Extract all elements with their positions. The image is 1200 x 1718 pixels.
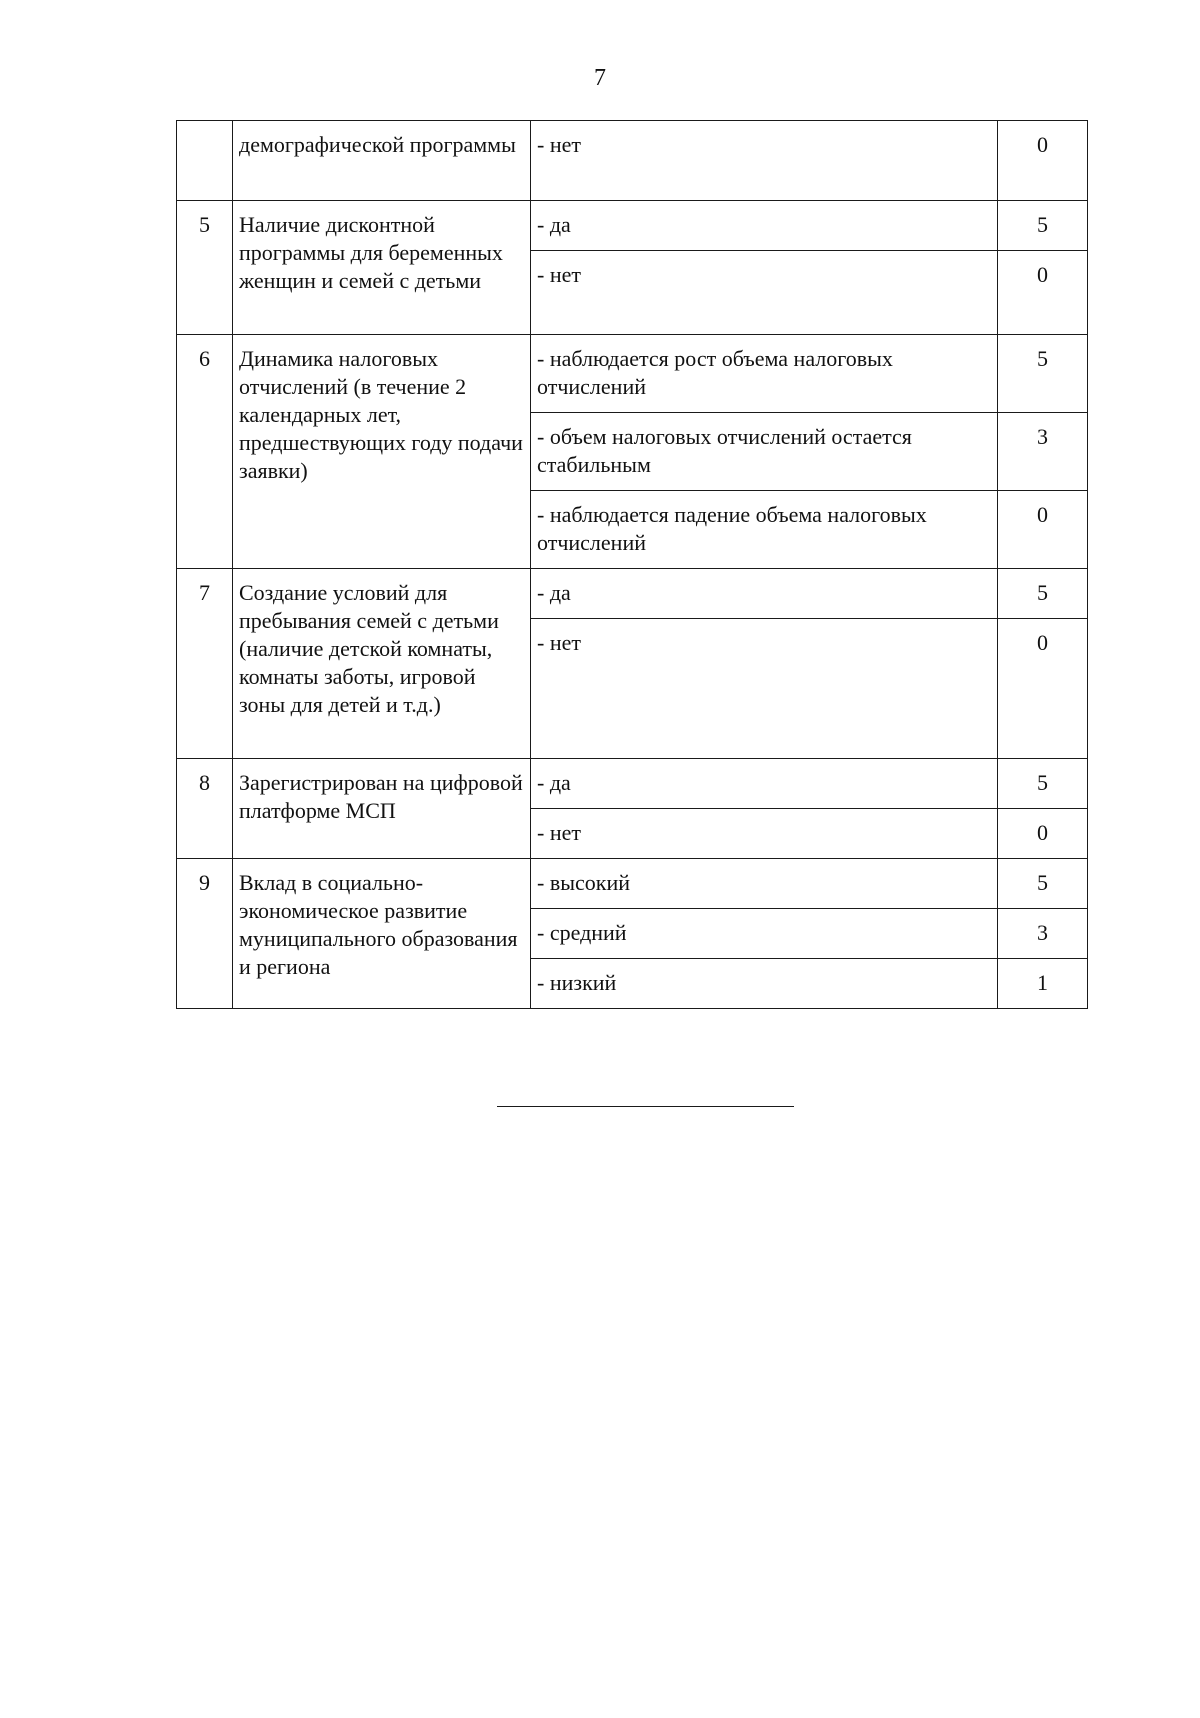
- table-row: [177, 569, 1088, 619]
- criterion-name: демографической программы: [233, 121, 531, 201]
- option-score: 5: [998, 859, 1088, 909]
- row-number: 7: [177, 569, 233, 759]
- criterion-name: Динамика налоговых отчислений (в течение 2 календарных лет, предшествующих году подачи заявки): [233, 335, 531, 569]
- option-score: 0: [998, 251, 1088, 335]
- criterion-name: Вклад в социально-экономическое развитие муниципального образования и региона: [233, 859, 531, 1009]
- option-text: - да: [531, 569, 998, 619]
- option-score: 5: [998, 569, 1088, 619]
- option-text: - высокий: [531, 859, 998, 909]
- table-row: [177, 201, 1088, 251]
- option-text: - средний: [531, 909, 998, 959]
- table-row: [177, 759, 1088, 809]
- option-text: - нет: [531, 619, 998, 759]
- option-score: 0: [998, 491, 1088, 569]
- option-text: - да: [531, 201, 998, 251]
- table-row: [177, 335, 1088, 413]
- page-number: 7: [594, 65, 606, 91]
- option-text: - нет: [531, 121, 998, 201]
- row-number: 8: [177, 759, 233, 859]
- option-score: 1: [998, 959, 1088, 1009]
- option-text: - наблюдается падение объема налоговых отчислений: [531, 491, 998, 569]
- option-text: - нет: [531, 809, 998, 859]
- row-number: 6: [177, 335, 233, 569]
- row-number: [177, 121, 233, 201]
- option-score: 0: [998, 619, 1088, 759]
- option-score: 0: [998, 809, 1088, 859]
- closing-rule-divider: [497, 1106, 794, 1107]
- criterion-name: Зарегистрирован на цифровой платформе МСП: [233, 759, 531, 859]
- criteria-table: [176, 120, 1088, 1009]
- criterion-name: Наличие дисконтной программы для беременных женщин и семей с детьми: [233, 201, 531, 335]
- criterion-name: Создание условий для пребывания семей с детьми (наличие детской комнаты, комнаты заботы, игровой зоны для детей и т.д.): [233, 569, 531, 759]
- option-score: 5: [998, 335, 1088, 413]
- option-score: 3: [998, 909, 1088, 959]
- option-text: - низкий: [531, 959, 998, 1009]
- option-score: 3: [998, 413, 1088, 491]
- row-number: 9: [177, 859, 233, 1009]
- option-text: - объем налоговых отчислений остается стабильным: [531, 413, 998, 491]
- option-score: 5: [998, 759, 1088, 809]
- option-text: - наблюдается рост объема налоговых отчислений: [531, 335, 998, 413]
- option-text: - да: [531, 759, 998, 809]
- table-row: [177, 859, 1088, 909]
- table-row: [177, 121, 1088, 201]
- row-number: 5: [177, 201, 233, 335]
- option-score: 0: [998, 121, 1088, 201]
- option-text: - нет: [531, 251, 998, 335]
- option-score: 5: [998, 201, 1088, 251]
